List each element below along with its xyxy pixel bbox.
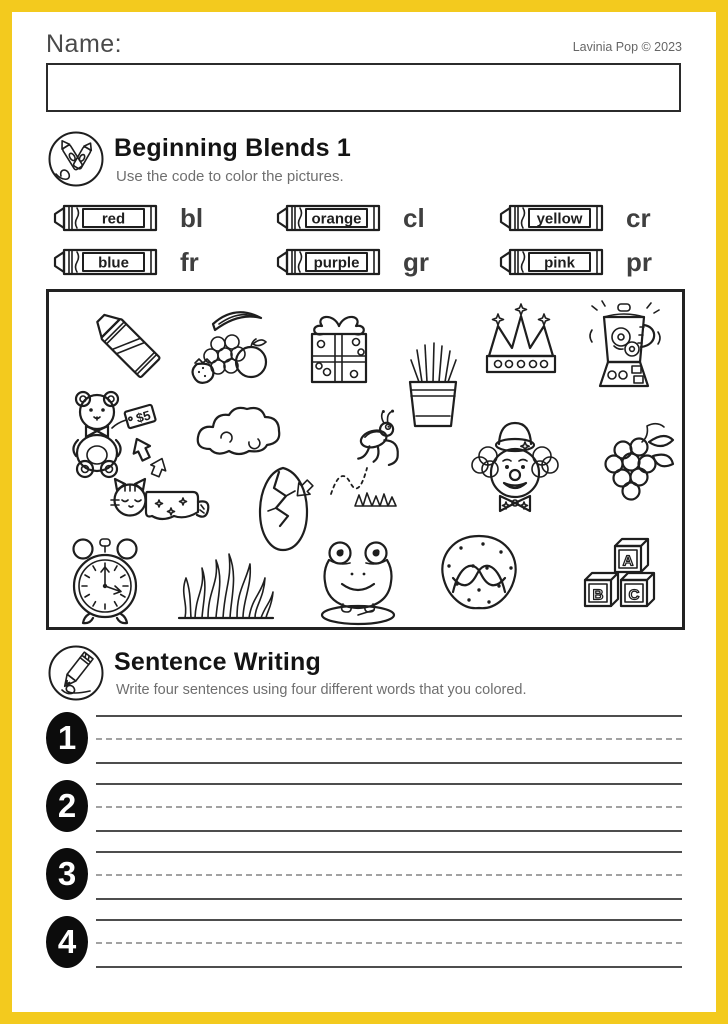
alphabet-blocks-picture bbox=[565, 532, 657, 623]
blend-label: cr bbox=[626, 203, 651, 233]
writing-row-1 bbox=[46, 706, 682, 768]
color-word: red bbox=[101, 210, 126, 228]
cracked-egg-picture bbox=[251, 462, 319, 561]
color-word: orange bbox=[311, 210, 362, 228]
handwriting-lines bbox=[96, 706, 682, 768]
crayon-icon bbox=[498, 243, 616, 281]
present-picture bbox=[299, 306, 379, 401]
blend-label: fr bbox=[180, 247, 199, 277]
row-number-badge: 2 bbox=[46, 780, 88, 832]
pretzel-picture bbox=[431, 530, 527, 623]
crayon-icon bbox=[52, 243, 170, 281]
grass-picture bbox=[175, 550, 277, 627]
handwriting-lines bbox=[96, 842, 682, 904]
handwriting-lines bbox=[96, 910, 682, 972]
crayon-picture bbox=[79, 298, 175, 399]
alarm-clock-picture bbox=[63, 534, 147, 631]
color-word: blue bbox=[98, 254, 129, 272]
crayon-icon bbox=[498, 199, 616, 237]
row-number-badge: 1 bbox=[46, 712, 88, 764]
color-word: pink bbox=[544, 254, 575, 272]
cat-with-blanket-picture bbox=[103, 456, 215, 541]
code-item-red bbox=[52, 199, 203, 237]
crayon-icon bbox=[275, 243, 393, 281]
pencil-icon bbox=[46, 643, 106, 703]
color-word: purple bbox=[313, 254, 360, 272]
blender-picture bbox=[577, 300, 671, 411]
writing-row-3 bbox=[46, 842, 682, 904]
grapes-picture bbox=[591, 418, 677, 519]
blend-label: bl bbox=[180, 203, 204, 233]
writing-row-4 bbox=[46, 910, 682, 972]
code-item-blue bbox=[52, 243, 199, 281]
blends-title: Beginning Blends 1 bbox=[114, 134, 351, 162]
handwriting-lines bbox=[96, 774, 682, 836]
crayon-icon bbox=[52, 199, 170, 237]
code-item-purple bbox=[275, 243, 429, 281]
row-number-badge: 3 bbox=[46, 848, 88, 900]
blend-label: cl bbox=[403, 203, 425, 233]
clown-picture bbox=[463, 416, 567, 535]
pictures-box bbox=[46, 289, 685, 630]
blend-label: pr bbox=[626, 247, 652, 277]
row-number-badge: 4 bbox=[46, 916, 88, 968]
block-letter-c: C bbox=[628, 586, 640, 604]
cricket-picture bbox=[325, 406, 409, 517]
code-item-orange bbox=[275, 199, 425, 237]
writing-title: Sentence Writing bbox=[114, 648, 321, 676]
name-label: Name: bbox=[46, 30, 123, 58]
blend-label: gr bbox=[403, 247, 429, 277]
price-tag-label: $5 bbox=[134, 407, 153, 426]
attribution: Lavinia Pop © 2023 bbox=[572, 40, 682, 54]
crayon-icon bbox=[275, 199, 393, 237]
fruit-picture bbox=[187, 300, 279, 393]
writing-subtitle: Write four sentences using four different words that you colored. bbox=[116, 682, 527, 698]
block-letter-b: B bbox=[592, 586, 604, 604]
writing-row-2 bbox=[46, 774, 682, 836]
block-letter-a: A bbox=[622, 552, 634, 570]
code-item-pink bbox=[498, 243, 652, 281]
blends-subtitle: Use the code to color the pictures. bbox=[116, 168, 344, 185]
crown-picture bbox=[473, 302, 569, 393]
color-word: yellow bbox=[536, 210, 583, 228]
crayons-icon bbox=[46, 129, 106, 189]
frog-picture bbox=[315, 536, 401, 631]
code-item-yellow bbox=[498, 199, 651, 237]
name-input-box bbox=[46, 63, 681, 112]
